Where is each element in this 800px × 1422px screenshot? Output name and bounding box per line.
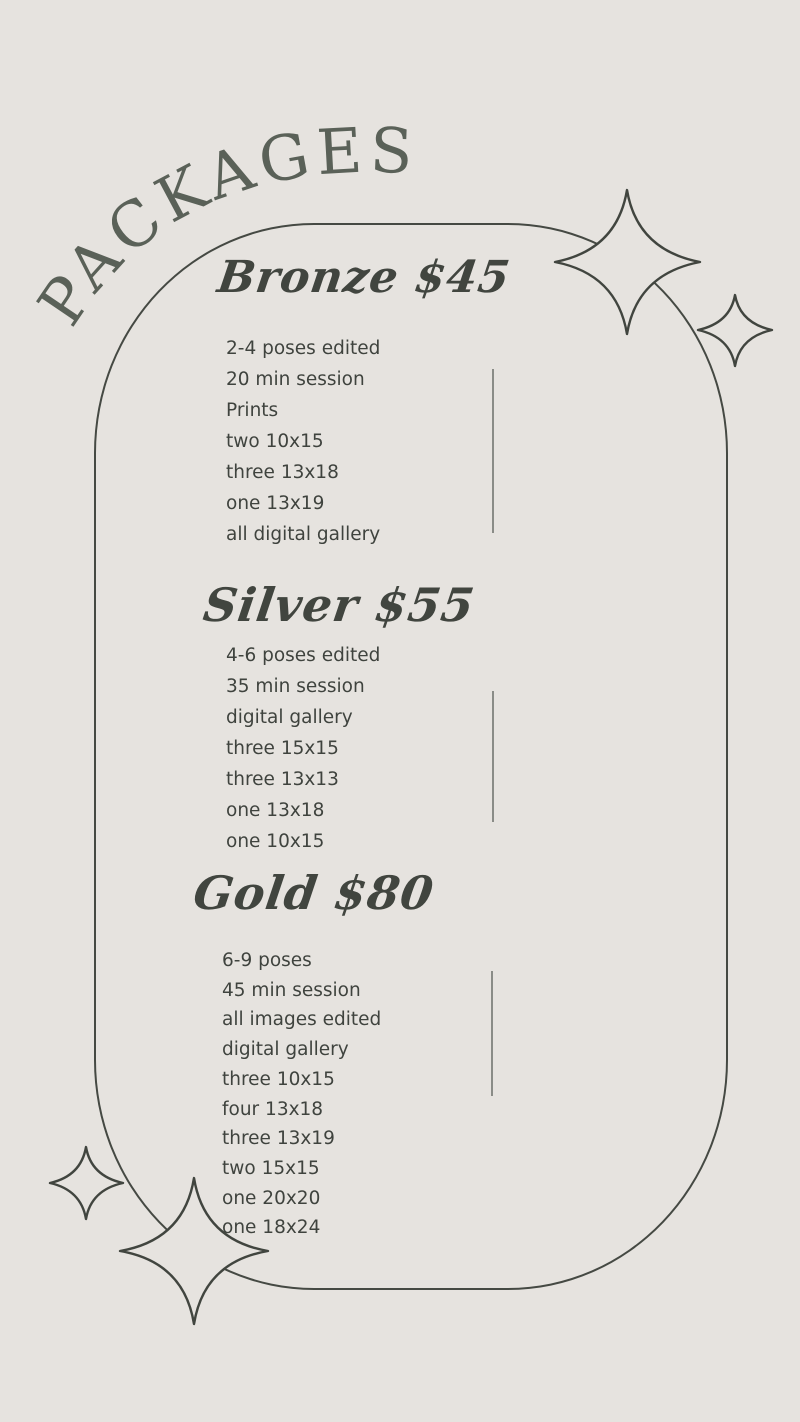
list-item: one 18x24 <box>222 1217 321 1239</box>
list-item: 6-9 poses <box>222 950 312 971</box>
list-item: three 13x19 <box>222 1128 335 1150</box>
divider-line <box>492 691 494 822</box>
page-title-text: PACKAGES <box>23 113 421 339</box>
list-item: four 13x18 <box>222 1098 324 1120</box>
list-item: 20 min session <box>226 369 365 390</box>
list-item: digital gallery <box>222 1039 349 1061</box>
list-item: 35 min session <box>226 676 365 697</box>
package-heading-bronze: Bronze $45 <box>214 252 514 303</box>
package-list-gold <box>222 946 381 1243</box>
list-item: three 15x15 <box>226 738 339 759</box>
list-item: three 10x15 <box>222 1068 335 1090</box>
list-item: one 13x18 <box>226 800 325 821</box>
package-list-bronze <box>226 333 380 550</box>
list-item: three 13x18 <box>226 462 339 483</box>
list-item: two 15x15 <box>222 1157 320 1179</box>
list-item: digital gallery <box>226 707 353 728</box>
list-item: one 10x15 <box>226 831 325 852</box>
list-item: one 20x20 <box>222 1187 321 1209</box>
list-item: one 13x19 <box>226 493 325 514</box>
list-item: 4-6 poses edited <box>226 645 381 666</box>
sparkle-icon <box>50 1147 123 1219</box>
sparkle-icon <box>555 190 700 334</box>
list-item: three 13x13 <box>226 769 339 790</box>
list-item: all digital gallery <box>226 524 381 545</box>
list-item: Prints <box>226 400 279 421</box>
package-heading-silver: Silver $55 <box>200 578 479 632</box>
sparkle-icon <box>698 295 772 366</box>
package-heading-gold: Gold $80 <box>190 866 438 920</box>
package-list-silver <box>226 640 380 857</box>
list-item: 45 min session <box>222 979 361 1001</box>
divider-line <box>492 369 494 533</box>
list-item: all images edited <box>222 1009 382 1031</box>
divider-line <box>491 971 493 1096</box>
list-item: two 10x15 <box>226 431 324 452</box>
list-item: 2-4 poses edited <box>226 338 381 359</box>
